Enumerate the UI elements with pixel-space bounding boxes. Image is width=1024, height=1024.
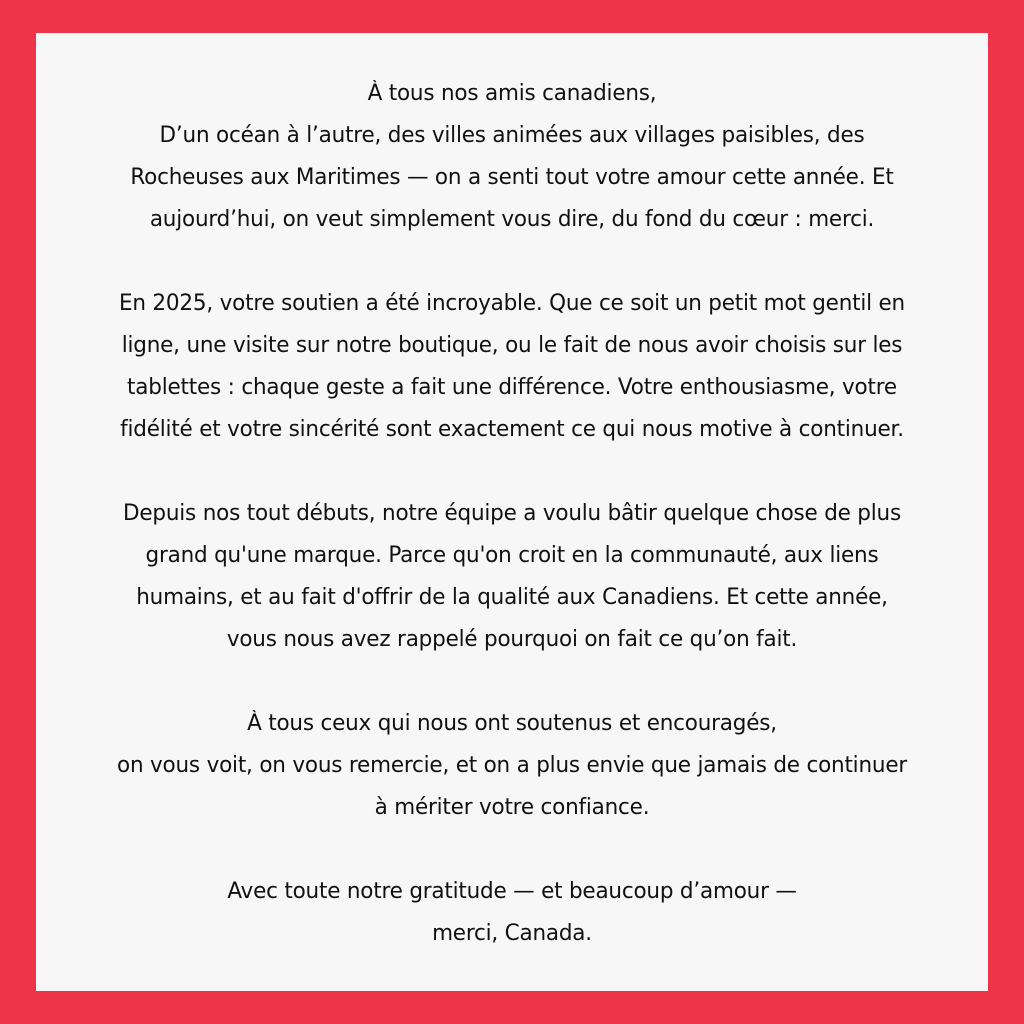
letter-line: merci, Canada.	[432, 921, 592, 946]
paragraph-thanks	[36, 703, 988, 829]
letter-line: aujourd’hui, on veut simplement vous dire, du fond du cœur : merci.	[149, 207, 875, 232]
letter-line: fidélité et votre sincérité sont exactement ce qui nous motive à continuer.	[120, 417, 904, 442]
letter-line: humains, et au fait d'offrir de la qualité aux Canadiens. Et cette année,	[136, 585, 888, 610]
letter-line: À tous nos amis canadiens,	[367, 81, 657, 106]
letter-line: on vous voit, on vous remercie, et on a plus envie que jamais de continuer	[117, 753, 907, 778]
paragraph-signoff	[36, 871, 988, 955]
letter-line: tablettes : chaque geste a fait une différence. Votre enthousiasme, votre	[127, 375, 897, 400]
letter-line: ligne, une visite sur notre boutique, ou le fait de nous avoir choisis sur les	[121, 333, 903, 358]
letter-body	[36, 73, 988, 955]
letter-line: En 2025, votre soutien a été incroyable. Que ce soit un petit mot gentil en	[118, 291, 906, 316]
letter-line: Depuis nos tout débuts, notre équipe a voulu bâtir quelque chose de plus	[123, 501, 901, 526]
letter-line: grand qu'une marque. Parce qu'on croit en la communauté, aux liens	[145, 543, 879, 568]
paragraph-team	[36, 493, 988, 661]
letter-line: à mériter votre confiance.	[374, 795, 650, 820]
letter-line: vous nous avez rappelé pourquoi on fait ce qu’on fait.	[226, 627, 798, 652]
paragraph-greeting	[36, 73, 988, 241]
letter-line: Rocheuses aux Maritimes — on a senti tout votre amour cette année. Et	[130, 165, 894, 190]
letter-card	[36, 33, 988, 991]
letter-line: À tous ceux qui nous ont soutenus et encouragés,	[247, 711, 777, 736]
letter-line: Avec toute notre gratitude — et beaucoup d’amour —	[227, 879, 797, 904]
paragraph-support	[36, 283, 988, 451]
letter-line: D’un océan à l’autre, des villes animées aux villages paisibles, des	[159, 123, 865, 148]
